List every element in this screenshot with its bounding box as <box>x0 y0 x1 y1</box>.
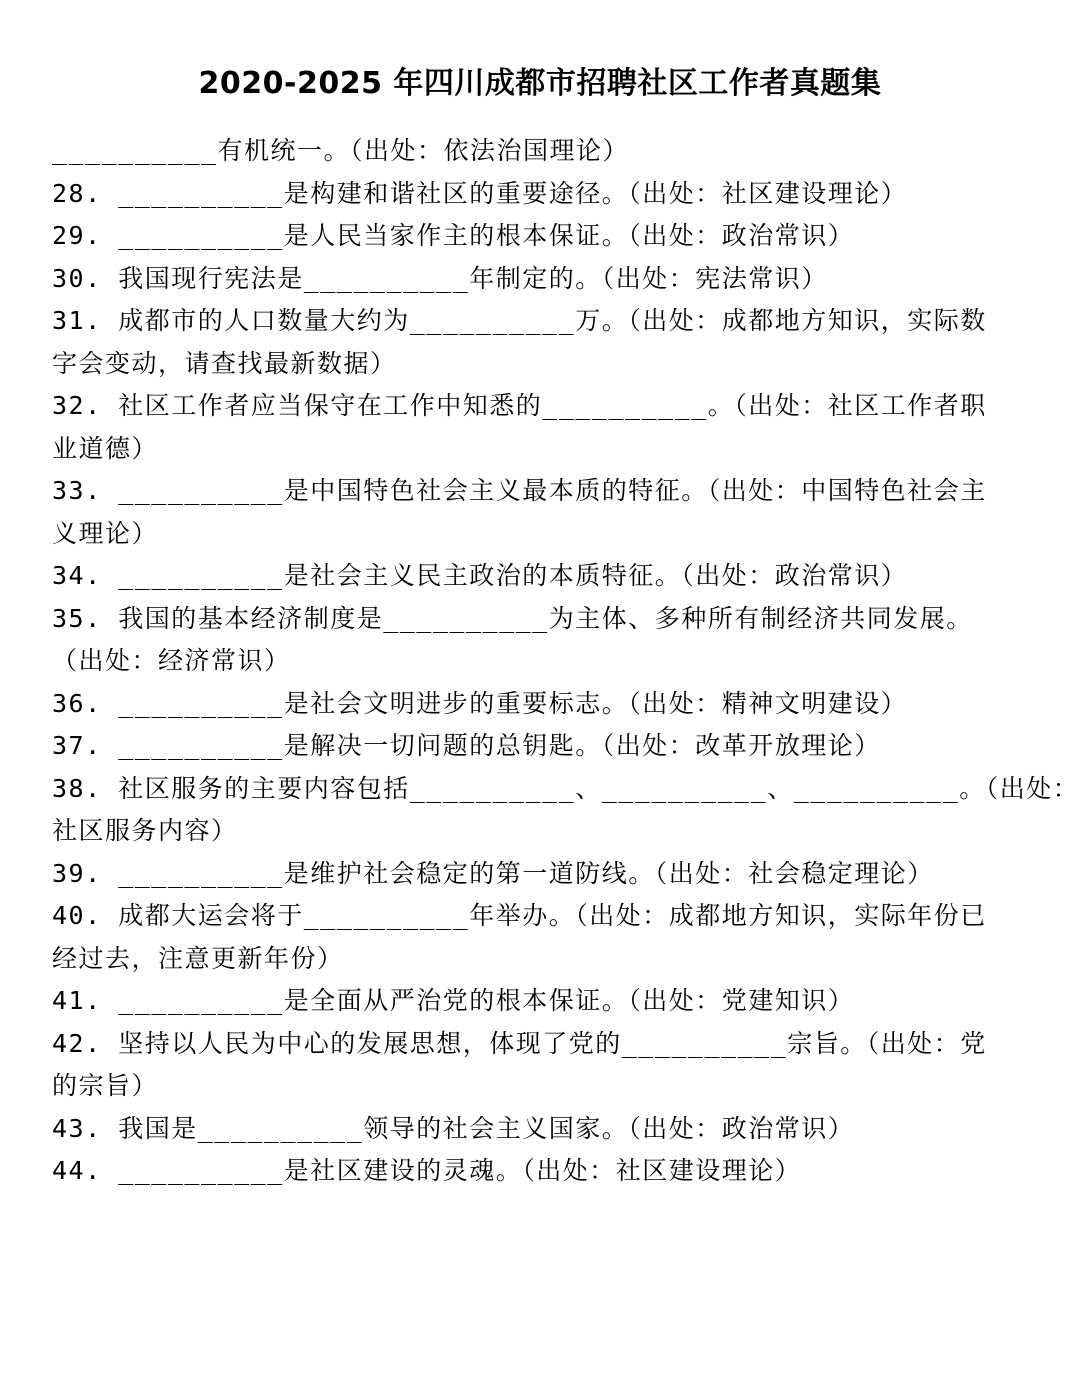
text-line: 字会变动，请查找最新数据） <box>52 348 397 378</box>
text-line: 29. __________是人民当家作主的根本保证。（出处：政治常识） <box>52 221 855 250</box>
question-list <box>52 130 1080 1193</box>
text-line: __________有机统一。（出处：依法治国理论） <box>52 136 630 165</box>
text-line: 36. __________是社会文明进步的重要标志。（出处：精神文明建设） <box>52 688 908 718</box>
text-line: 31. 成都市的人口数量大约为__________万。（出处：成都地方知识，实际数 <box>52 306 987 335</box>
text-line: 社区服务内容） <box>52 816 238 845</box>
text-line: 44. __________是社区建设的灵魂。（出处：社区建设理论） <box>52 1156 802 1185</box>
text-line: 33. __________是中国特色社会主义最本质的特征。（出处：中国特色社会主 <box>52 476 987 505</box>
text-line: 35. 我国的基本经济制度是__________为主体、多种所有制经济共同发展。 <box>52 603 973 633</box>
text-line: 业道德） <box>52 433 159 463</box>
text-line: 39. __________是维护社会稳定的第一道防线。（出处：社会稳定理论） <box>52 858 934 888</box>
text-line: 43. 我国是__________领导的社会主义国家。（出处：政治常识） <box>52 1113 855 1143</box>
text-line: 42. 坚持以人民为中心的发展思想，体现了党的__________宗旨。（出处：党 <box>52 1028 987 1058</box>
text-line: 34. __________是社会主义民主政治的本质特征。（出处：政治常识） <box>52 561 908 590</box>
text-line: 30. 我国现行宪法是__________年制定的。（出处：宪法常识） <box>52 263 828 293</box>
text-line: 37. __________是解决一切问题的总钥匙。（出处：改革开放理论） <box>52 731 881 760</box>
page-title: 2020-2025 年四川成都市招聘社区工作者真题集 <box>198 66 882 101</box>
text-line: （出处：经济常识） <box>52 646 291 675</box>
text-line: 38. 社区服务的主要内容包括__________、__________、__________。（出处： <box>52 773 1080 803</box>
text-line: 32. 社区工作者应当保守在工作中知悉的__________。（出处：社区工作者职 <box>52 391 987 420</box>
text-line: 40. 成都大运会将于__________年举办。（出处：成都地方知识，实际年份已 <box>52 901 987 930</box>
text-line: 28. __________是构建和谐社区的重要途径。（出处：社区建设理论） <box>52 178 908 208</box>
text-line: 41. __________是全面从严治党的根本保证。（出处：党建知识） <box>52 986 855 1015</box>
text-line: 的宗旨） <box>52 1071 159 1100</box>
text-line: 义理论） <box>52 518 159 548</box>
text-line: 经过去，注意更新年份） <box>52 943 344 973</box>
